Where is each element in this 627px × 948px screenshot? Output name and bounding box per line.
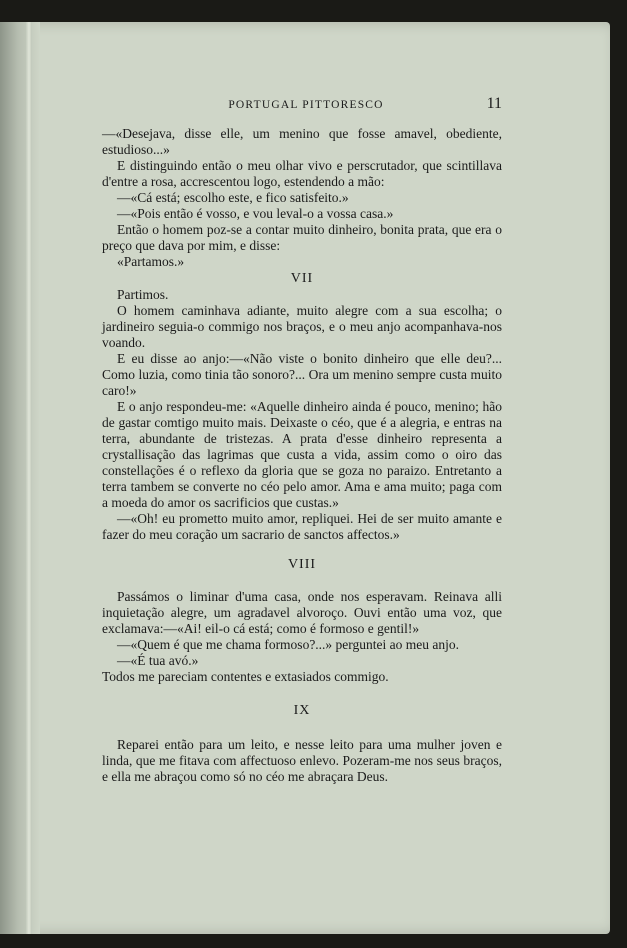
paragraph: E distinguindo então o meu olhar vivo e perscrutador, que scintillava d'entre a rosa, accrescentou logo, estendendo a mão: <box>102 158 502 189</box>
paragraph: O homem caminhava adiante, muito alegre com a sua escolha; o jardineiro seguia-o commigo nos braços, e o meu anjo acompanhava-nos voando. <box>102 303 502 350</box>
paragraph: —«Cá está; escolho este, e fico satisfeito.» <box>117 190 349 205</box>
section-heading-viii: VIII <box>287 557 317 572</box>
paragraph: E eu disse ao anjo:—«Não viste o bonito dinheiro que elle deu?... Como luzia, como tinia tão sonoro?... Ora um menino sempre custa muito caro!» <box>102 351 502 398</box>
paragraph: Então o homem poz-se a contar muito dinheiro, bonita prata, que era o preço que dava por mim, e disse: <box>102 222 502 253</box>
section-heading-ix: IX <box>293 703 311 718</box>
paragraph: Partimos. <box>117 287 169 302</box>
section-heading-vii: VII <box>290 271 314 286</box>
paragraph: E o anjo respondeu-me: «Aquelle dinheiro ainda é pouco, menino; hão de gastar comtigo muito mais. Deixaste o céo, que é a alegria, e entras na terra, abundante de tristezas. A prata d'esse dinheiro representa a crystallisação das lagrimas que custa a vida, assim como o oiro das constellações é o reflexo da gloria que se goza no paraizo. Entretanto a terra tambem se converte no céo pelo amor. Ama e ama muito; paga com a moeda do amor os sacrificios que custas.» <box>102 399 502 510</box>
page-header <box>110 95 502 117</box>
paragraph: Passámos o liminar d'uma casa, onde nos esperavam. Reinava alli inquietação alegre, um agradavel alvoroço. Ouvi então uma voz, que exclamava:—«Ai! eil-o cá está; como é formoso e gentil!» <box>102 589 502 636</box>
paragraph: «Partamos.» <box>117 254 185 269</box>
paragraph: —«Desejava, disse elle, um menino que fosse amavel, obediente, estudioso...» <box>102 126 502 157</box>
body-text <box>102 126 502 785</box>
paragraph: Reparei então para um leito, e nesse leito para uma mulher joven e linda, que me fitava com affectuoso enlevo. Pozeram-me nos seus braços, e ella me abraçou como só no céo me abraçara Deus. <box>102 737 502 784</box>
paragraph: —«Oh! eu prometto muito amor, repliquei. Hei de ser muito amante e fazer do meu coração um sacrario de sanctos affectos.» <box>102 511 502 542</box>
paragraph: —«Pois então é vosso, e vou leval-o a vossa casa.» <box>117 206 394 221</box>
paragraph: —«Quem é que me chama formoso?...» perguntei ao meu anjo. <box>117 637 460 652</box>
gutter-fold <box>26 22 32 934</box>
page-gutter <box>0 22 40 934</box>
paragraph: —«É tua avó.» <box>117 653 199 668</box>
page-number: 11 <box>486 95 502 112</box>
running-title: PORTUGAL PITTORESCO <box>228 99 384 111</box>
paragraph: Todos me pareciam contentes e extasiados commigo. <box>102 669 389 684</box>
